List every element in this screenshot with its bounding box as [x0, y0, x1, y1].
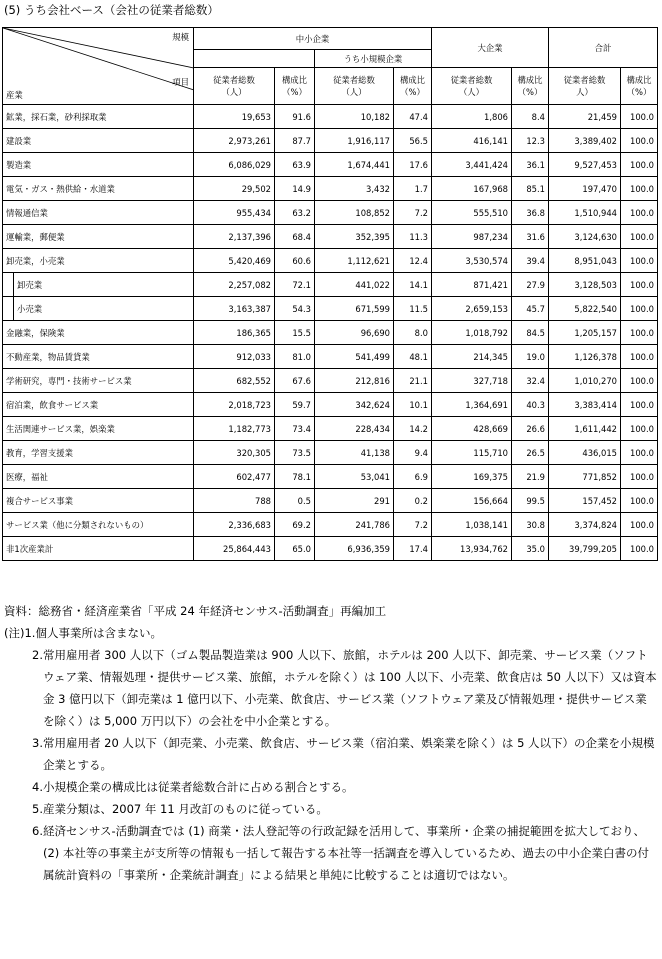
cell-sme-emp: 2,336,683: [194, 513, 275, 537]
cell-sme-ratio: 65.0: [275, 537, 315, 561]
cell-small-ratio: 9.4: [394, 441, 432, 465]
cell-sme-emp: 2,137,396: [194, 225, 275, 249]
cell-small-ratio: 14.1: [394, 273, 432, 297]
cell-large-emp: 1,364,691: [432, 393, 512, 417]
cell-total-emp: 1,510,944: [549, 201, 621, 225]
cell-small-ratio: 1.7: [394, 177, 432, 201]
cell-total-ratio: 100.0: [621, 489, 658, 513]
cell-small-ratio: 8.0: [394, 321, 432, 345]
cell-total-emp: 771,852: [549, 465, 621, 489]
cell-large-emp: 214,345: [432, 345, 512, 369]
cell-sme-ratio: 59.7: [275, 393, 315, 417]
row-industry-name: 複合サービス事業: [3, 489, 194, 513]
row-industry-name: 情報通信業: [3, 201, 194, 225]
note-text: 産業分類は、2007 年 11 月改訂のものに従っている。: [42, 802, 328, 816]
cell-sme-emp: 320,305: [194, 441, 275, 465]
cell-small-emp: 212,816: [315, 369, 394, 393]
cell-large-emp: 169,375: [432, 465, 512, 489]
cell-sme-emp: 25,864,443: [194, 537, 275, 561]
cell-small-ratio: 10.1: [394, 393, 432, 417]
cell-sme-emp: 29,502: [194, 177, 275, 201]
cell-large-emp: 416,141: [432, 129, 512, 153]
cell-total-emp: 3,128,503: [549, 273, 621, 297]
cell-total-ratio: 100.0: [621, 465, 658, 489]
row-industry-name: 学術研究，専門・技術サービス業: [3, 369, 194, 393]
cell-sme-emp: 3,163,387: [194, 297, 275, 321]
cell-total-ratio: 100.0: [621, 369, 658, 393]
cell-large-ratio: 40.3: [512, 393, 549, 417]
table-row: [3, 393, 658, 417]
cell-total-emp: 8,951,043: [549, 249, 621, 273]
cell-total-emp: 1,126,378: [549, 345, 621, 369]
header-sme: 中小企業: [194, 28, 432, 50]
cell-sme-ratio: 91.6: [275, 105, 315, 129]
note-number: 2.: [32, 648, 43, 662]
note-item: [4, 798, 658, 820]
header-small: うち小規模企業: [315, 50, 432, 68]
cell-large-ratio: 26.5: [512, 441, 549, 465]
table-row: [3, 369, 658, 393]
cell-total-ratio: 100.0: [621, 201, 658, 225]
table-row: [3, 417, 658, 441]
diagonal-lines: [3, 28, 194, 102]
cell-total-ratio: 100.0: [621, 105, 658, 129]
note-number: 6.: [32, 824, 43, 838]
header-large-ratio: 構成比 （%）: [512, 68, 549, 105]
cell-small-ratio: 56.5: [394, 129, 432, 153]
cell-total-emp: 39,799,205: [549, 537, 621, 561]
notes-section: [4, 600, 658, 886]
cell-small-ratio: 17.4: [394, 537, 432, 561]
cell-total-ratio: 100.0: [621, 537, 658, 561]
cell-sme-ratio: 68.4: [275, 225, 315, 249]
cell-sme-emp: 1,182,773: [194, 417, 275, 441]
cell-small-emp: 10,182: [315, 105, 394, 129]
cell-sme-emp: 682,552: [194, 369, 275, 393]
cell-sme-ratio: 54.3: [275, 297, 315, 321]
cell-large-emp: 428,669: [432, 417, 512, 441]
row-industry-name: 医療，福祉: [3, 465, 194, 489]
cell-sme-emp: 2,973,261: [194, 129, 275, 153]
header-small-ratio: 構成比 （%）: [394, 68, 432, 105]
header-total: 合計: [549, 28, 658, 68]
cell-total-ratio: 100.0: [621, 273, 658, 297]
header-small-employees: 従業者総数 （人）: [315, 68, 394, 105]
cell-total-emp: 3,124,630: [549, 225, 621, 249]
table-row: [3, 177, 658, 201]
cell-large-ratio: 19.0: [512, 345, 549, 369]
cell-large-ratio: 85.1: [512, 177, 549, 201]
cell-large-ratio: 31.6: [512, 225, 549, 249]
source-note: 資料：総務省・経済産業省「平成 24 年経済センサス-活動調査」再編加工: [4, 604, 387, 618]
cell-small-emp: 352,395: [315, 225, 394, 249]
cell-sme-emp: 602,477: [194, 465, 275, 489]
table-row: [3, 345, 658, 369]
cell-sme-ratio: 87.7: [275, 129, 315, 153]
cell-total-emp: 436,015: [549, 441, 621, 465]
table-row: [3, 537, 658, 561]
row-industry-name: 運輸業，郵便業: [3, 225, 194, 249]
cell-total-emp: 157,452: [549, 489, 621, 513]
cell-total-ratio: 100.0: [621, 321, 658, 345]
table-row: [3, 321, 658, 345]
cell-large-ratio: 36.1: [512, 153, 549, 177]
cell-small-emp: 228,434: [315, 417, 394, 441]
note-text: 常用雇用者 300 人以下（ゴム製品製造業は 900 人以下、旅館，ホテルは 200 人以下、卸売業、サービス業（ソフトウェア業、情報処理・提供サービス業、旅館，ホテルを除く）は 100 人以下、小売業、飲食店は 50 人以下）又は資本金 3 億円以下（卸売業は 1 億円以下、小売業、飲食店、サービス業（ソフトウェア業及び情報処理・提供サービス業を除く）は 5,000 万円以下）の会社を中小企業とする。: [42, 648, 657, 728]
table-row: [3, 513, 658, 537]
cell-total-ratio: 100.0: [621, 297, 658, 321]
note-item: [4, 820, 658, 886]
cell-small-ratio: 47.4: [394, 105, 432, 129]
cell-total-emp: 1,611,442: [549, 417, 621, 441]
cell-sme-ratio: 73.4: [275, 417, 315, 441]
cell-total-ratio: 100.0: [621, 177, 658, 201]
table-row: [3, 129, 658, 153]
cell-small-ratio: 14.2: [394, 417, 432, 441]
table-row: [3, 105, 658, 129]
cell-large-emp: 1,806: [432, 105, 512, 129]
cell-large-ratio: 12.3: [512, 129, 549, 153]
cell-sme-emp: 2,018,723: [194, 393, 275, 417]
cell-sme-emp: 955,434: [194, 201, 275, 225]
row-industry-name: 鉱業，採石業，砂利採取業: [3, 105, 194, 129]
row-industry-name: 教育，学習支援業: [3, 441, 194, 465]
data-table: [2, 27, 658, 561]
cell-total-ratio: 100.0: [621, 225, 658, 249]
cell-large-emp: 1,038,141: [432, 513, 512, 537]
cell-small-emp: 671,599: [315, 297, 394, 321]
cell-small-emp: 96,690: [315, 321, 394, 345]
row-industry-name: 非1次産業計: [3, 537, 194, 561]
cell-sme-ratio: 81.0: [275, 345, 315, 369]
row-industry-name: 建設業: [3, 129, 194, 153]
cell-total-emp: 3,383,414: [549, 393, 621, 417]
cell-sme-ratio: 72.1: [275, 273, 315, 297]
cell-large-ratio: 26.6: [512, 417, 549, 441]
corner-label-item: 項目: [172, 77, 189, 87]
cell-small-emp: 291: [315, 489, 394, 513]
cell-large-emp: 3,530,574: [432, 249, 512, 273]
note-item: [4, 732, 658, 776]
cell-small-emp: 241,786: [315, 513, 394, 537]
note-number: 3.: [32, 736, 43, 750]
row-industry-name: 宿泊業，飲食サービス業: [3, 393, 194, 417]
cell-small-emp: 541,499: [315, 345, 394, 369]
cell-small-emp: 1,674,441: [315, 153, 394, 177]
cell-total-ratio: 100.0: [621, 345, 658, 369]
cell-small-ratio: 11.3: [394, 225, 432, 249]
header-total-ratio: 構成比 （%）: [621, 68, 658, 105]
row-industry-name: 卸売業: [3, 273, 194, 297]
row-industry-name: 小売業: [3, 297, 194, 321]
note-text: 個人事業所は含まない。: [35, 626, 162, 640]
row-industry-name: 金融業，保険業: [3, 321, 194, 345]
cell-sme-emp: 912,033: [194, 345, 275, 369]
header-sme-blank: [194, 50, 315, 68]
note-item: [4, 644, 658, 732]
header-sme-ratio: 構成比 （%）: [275, 68, 315, 105]
cell-small-emp: 3,432: [315, 177, 394, 201]
cell-small-emp: 342,624: [315, 393, 394, 417]
cell-sme-ratio: 73.5: [275, 441, 315, 465]
note-item: [4, 776, 658, 798]
cell-sme-ratio: 67.6: [275, 369, 315, 393]
table-row: [3, 273, 658, 297]
table-row: [3, 153, 658, 177]
cell-small-ratio: 7.2: [394, 201, 432, 225]
table-row: [3, 441, 658, 465]
cell-large-ratio: 21.9: [512, 465, 549, 489]
table-row: [3, 465, 658, 489]
cell-small-ratio: 11.5: [394, 297, 432, 321]
cell-total-ratio: 100.0: [621, 393, 658, 417]
cell-large-emp: 167,968: [432, 177, 512, 201]
cell-total-emp: 3,374,824: [549, 513, 621, 537]
cell-sme-ratio: 60.6: [275, 249, 315, 273]
note-text: 経済センサス-活動調査では (1) 商業・法人登記等の行政記録を活用して、事業所・企業の捕捉範囲を拡大しており、(2) 本社等の事業主が支所等の情報も一括して報告する本社等一括調査を導入しているため、過去の中小企業白書の付属統計資料の「事業所・企業統計調査」による結果と単純に比較することは適切ではない。: [42, 824, 649, 882]
row-industry-name: サービス業（他に分類されないもの）: [3, 513, 194, 537]
table-row: [3, 249, 658, 273]
cell-small-ratio: 21.1: [394, 369, 432, 393]
header-total-employees: 従業者総数 人）: [549, 68, 621, 105]
cell-small-emp: 441,022: [315, 273, 394, 297]
cell-total-ratio: 100.0: [621, 129, 658, 153]
cell-large-emp: 3,441,424: [432, 153, 512, 177]
row-industry-name: 不動産業，物品賃貸業: [3, 345, 194, 369]
cell-total-ratio: 100.0: [621, 417, 658, 441]
cell-large-emp: 2,659,153: [432, 297, 512, 321]
row-industry-name: 製造業: [3, 153, 194, 177]
cell-sme-ratio: 78.1: [275, 465, 315, 489]
cell-sme-ratio: 69.2: [275, 513, 315, 537]
cell-small-ratio: 48.1: [394, 345, 432, 369]
table-row: [3, 297, 658, 321]
header-large-employees: 従業者総数 （人）: [432, 68, 512, 105]
cell-large-emp: 13,934,762: [432, 537, 512, 561]
cell-large-emp: 871,421: [432, 273, 512, 297]
cell-large-ratio: 32.4: [512, 369, 549, 393]
cell-small-ratio: 6.9: [394, 465, 432, 489]
cell-large-ratio: 35.0: [512, 537, 549, 561]
cell-total-ratio: 100.0: [621, 513, 658, 537]
cell-small-emp: 53,041: [315, 465, 394, 489]
cell-large-emp: 555,510: [432, 201, 512, 225]
cell-large-emp: 987,234: [432, 225, 512, 249]
cell-large-ratio: 27.9: [512, 273, 549, 297]
cell-sme-ratio: 63.2: [275, 201, 315, 225]
corner-label-scale: 規模: [172, 32, 189, 42]
cell-small-emp: 1,112,621: [315, 249, 394, 273]
cell-sme-ratio: 14.9: [275, 177, 315, 201]
cell-total-emp: 3,389,402: [549, 129, 621, 153]
page-title: (5) うち会社ベース（会社の従業者総数）: [4, 3, 219, 17]
note-text: 常用雇用者 20 人以下（卸売業、小売業、飲食店、サービス業（宿泊業、娯楽業を除く）は 5 人以下）の企業を小規模企業とする。: [42, 736, 655, 772]
table-row: [3, 489, 658, 513]
cell-small-emp: 6,936,359: [315, 537, 394, 561]
cell-large-ratio: 36.8: [512, 201, 549, 225]
cell-large-emp: 327,718: [432, 369, 512, 393]
cell-sme-emp: 788: [194, 489, 275, 513]
cell-sme-emp: 186,365: [194, 321, 275, 345]
cell-small-emp: 1,916,117: [315, 129, 394, 153]
corner-header-cell: [3, 28, 194, 105]
cell-sme-emp: 5,420,469: [194, 249, 275, 273]
cell-large-ratio: 84.5: [512, 321, 549, 345]
cell-total-emp: 21,459: [549, 105, 621, 129]
header-sme-employees: 従業者総数 （人）: [194, 68, 275, 105]
note-text: 小規模企業の構成比は従業者総数合計に占める割合とする。: [42, 780, 354, 794]
cell-large-ratio: 30.8: [512, 513, 549, 537]
cell-large-emp: 156,664: [432, 489, 512, 513]
cell-large-ratio: 45.7: [512, 297, 549, 321]
cell-large-emp: 115,710: [432, 441, 512, 465]
cell-total-emp: 1,205,157: [549, 321, 621, 345]
cell-total-ratio: 100.0: [621, 153, 658, 177]
cell-large-emp: 1,018,792: [432, 321, 512, 345]
cell-small-ratio: 12.4: [394, 249, 432, 273]
cell-sme-ratio: 15.5: [275, 321, 315, 345]
cell-sme-ratio: 0.5: [275, 489, 315, 513]
cell-small-ratio: 7.2: [394, 513, 432, 537]
table-row: [3, 201, 658, 225]
note-number: 5.: [32, 802, 43, 816]
cell-sme-ratio: 63.9: [275, 153, 315, 177]
cell-small-emp: 108,852: [315, 201, 394, 225]
cell-total-emp: 9,527,453: [549, 153, 621, 177]
cell-total-emp: 5,822,540: [549, 297, 621, 321]
table-row: [3, 225, 658, 249]
note-number: (注)1.: [4, 626, 36, 640]
row-industry-name: 電気・ガス・熱供給・水道業: [3, 177, 194, 201]
row-industry-name: 生活関連サービス業，娯楽業: [3, 417, 194, 441]
header-large: 大企業: [432, 28, 549, 68]
cell-large-ratio: 39.4: [512, 249, 549, 273]
cell-sme-emp: 2,257,082: [194, 273, 275, 297]
cell-total-ratio: 100.0: [621, 441, 658, 465]
cell-total-ratio: 100.0: [621, 249, 658, 273]
cell-large-ratio: 99.5: [512, 489, 549, 513]
cell-small-ratio: 17.6: [394, 153, 432, 177]
cell-sme-emp: 19,653: [194, 105, 275, 129]
row-industry-name: 卸売業，小売業: [3, 249, 194, 273]
corner-label-industry: 産業: [6, 90, 23, 100]
note-number: 4.: [32, 780, 43, 794]
cell-total-emp: 1,010,270: [549, 369, 621, 393]
cell-sme-emp: 6,086,029: [194, 153, 275, 177]
cell-large-ratio: 8.4: [512, 105, 549, 129]
note-item: [4, 622, 658, 644]
cell-small-ratio: 0.2: [394, 489, 432, 513]
cell-small-emp: 41,138: [315, 441, 394, 465]
cell-total-emp: 197,470: [549, 177, 621, 201]
